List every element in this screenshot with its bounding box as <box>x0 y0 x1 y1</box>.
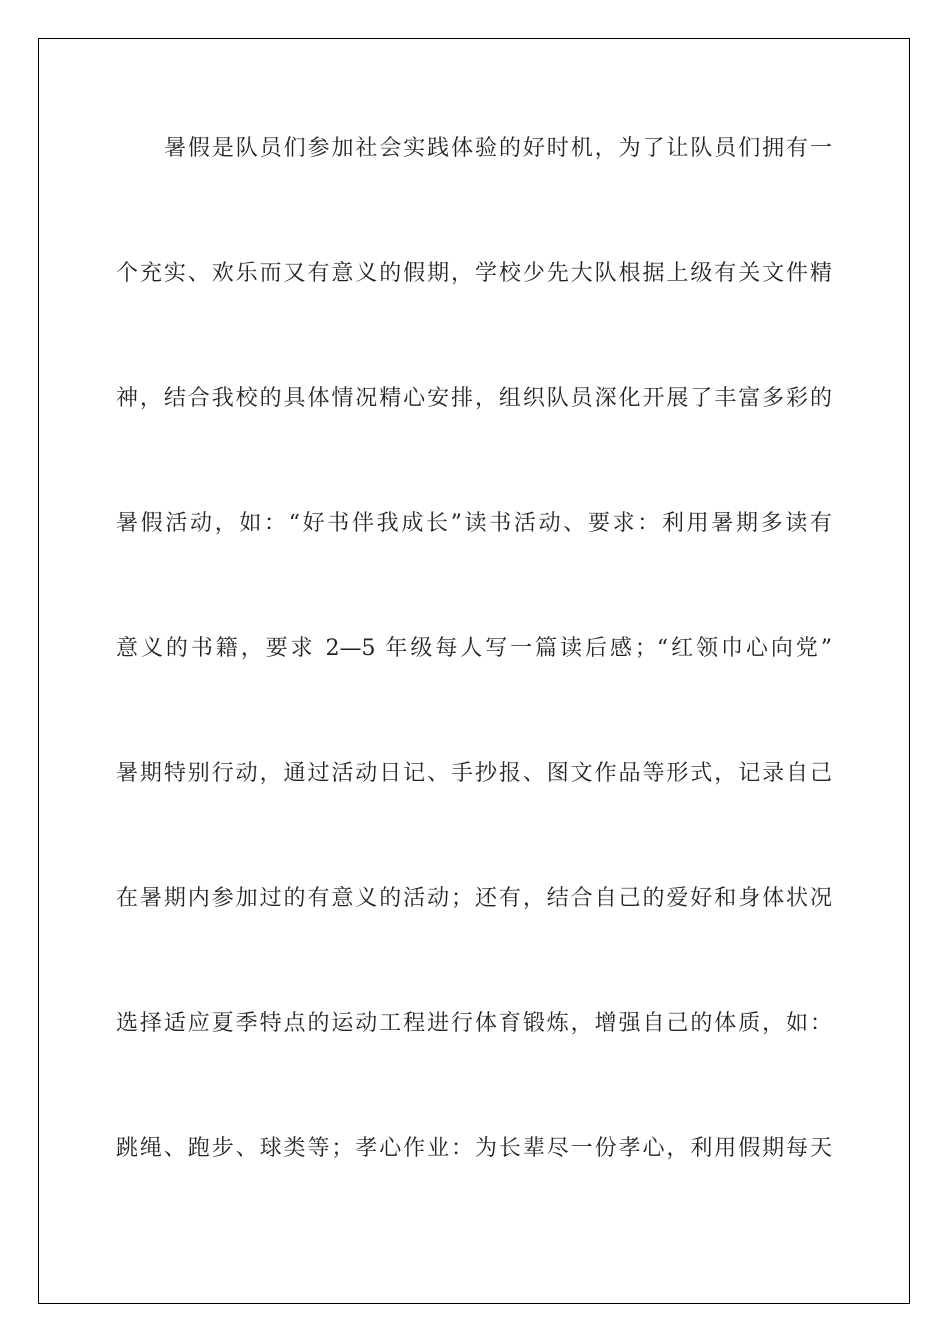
paragraph-line-9: 跳绳、跑步、球类等；孝心作业：为长辈尽一份孝心，利用假期每天 <box>116 1136 832 1161</box>
paragraph-line-3: 神，结合我校的具体情况精心安排，组织队员深化开展了丰富多彩的 <box>116 386 832 411</box>
paragraph-line-2: 个充实、欢乐而又有意义的假期，学校少先大队根据上级有关文件精 <box>116 261 832 286</box>
paragraph-line-6: 暑期特别行动，通过活动日记、手抄报、图文作品等形式，记录自己 <box>116 761 832 786</box>
paragraph-line-1: 暑假是队员们参加社会实践体验的好时机，为了让队员们拥有一 <box>164 136 832 161</box>
page-border <box>38 38 910 1304</box>
paragraph-line-5: 意义的书籍，要求 2—5 年级每人写一篇读后感；“红领巾心向党” <box>116 636 832 661</box>
paragraph-line-8: 选择适应夏季特点的运动工程进行体育锻炼，增强自己的体质，如： <box>116 1011 832 1036</box>
paragraph-line-7: 在暑期内参加过的有意义的活动；还有，结合自己的爱好和身体状况 <box>116 886 832 911</box>
paragraph-line-4: 暑假活动，如：“好书伴我成长”读书活动、要求：利用暑期多读有 <box>116 511 832 536</box>
